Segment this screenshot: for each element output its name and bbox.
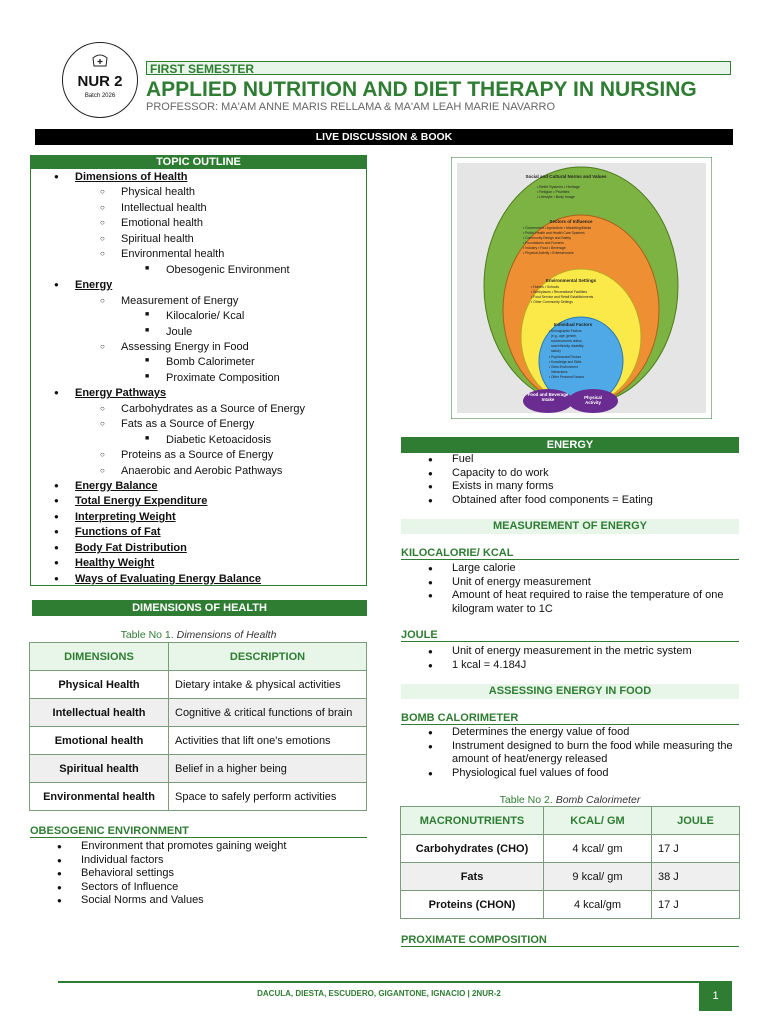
- table-cell: 17 J: [652, 891, 740, 919]
- professor-line: PROFESSOR: MA'AM ANNE MARIS RELLAMA & MA'AM LEAH MARIE NAVARRO: [146, 101, 556, 113]
- table-row: [30, 671, 367, 699]
- table-header: KCAL/ GM: [544, 807, 652, 835]
- ring2-item: • Community Design and Safety: [523, 236, 571, 240]
- outline-bullet: ○: [100, 218, 105, 228]
- outline-item: Diabetic Ketoacidosis: [166, 433, 272, 446]
- svg-text:• Other Community Settings: [531, 300, 573, 304]
- table-cell: Belief in a higher being: [169, 755, 367, 783]
- kcal-heading: KILOCALORIE/ KCAL: [401, 547, 739, 560]
- outline-item: Energy Balance: [75, 480, 158, 492]
- table2-caption: [401, 794, 739, 806]
- outline-item: Intellectual health: [121, 201, 207, 214]
- ring4-item: (e.g., age, gender,: [551, 334, 577, 338]
- ring4-item: • Psychosocial Factors: [549, 355, 582, 359]
- table-row: [30, 699, 367, 727]
- table1-caption-prefix: Table No 1.: [120, 629, 174, 641]
- outline-item: Obesogenic Environment: [166, 263, 290, 276]
- list-item: ● Large calorie: [452, 562, 742, 576]
- list-item: ● Obtained after food components = Eating: [452, 494, 653, 508]
- list-item: ● Exists in many forms: [452, 480, 653, 494]
- page-title: APPLIED NUTRITION AND DIET THERAPY IN NURSING: [146, 78, 697, 101]
- kcal-list: [452, 562, 742, 616]
- table-row: [401, 835, 740, 863]
- social-ecological-diagram: [451, 157, 712, 419]
- outline-item: Energy: [75, 279, 113, 292]
- outline-bullet: ○: [100, 187, 105, 197]
- list-item: ● Unit of energy measurement: [452, 576, 742, 590]
- food-intake-label: Food and Beverage Intake: [527, 392, 569, 402]
- ring3-item: • Workplaces • Recreational Facilities: [531, 290, 588, 294]
- outline-bullet: ●: [54, 527, 59, 537]
- outline-item: Interpreting Weight: [75, 510, 176, 523]
- svg-text:• Community Design and Safety: [523, 236, 571, 240]
- ring4-item: • Knowledge and Skills: [549, 360, 582, 364]
- ring4-item: Interactions: [551, 370, 568, 374]
- table-header: DESCRIPTION: [169, 643, 367, 671]
- table-cell: 4 kcal/ gm: [544, 835, 652, 863]
- outline-bullet: ●: [54, 481, 59, 490]
- svg-text:• Belief Systems • Heritage: [537, 185, 580, 189]
- ring3-item: • Other Community Settings: [531, 300, 573, 304]
- footer-authors: DACULA, DIESTA, ESCUDERO, GIGANTONE, IGNACIO | 2NUR-2: [257, 989, 501, 998]
- ring2-title: Sectors of Influence: [549, 219, 593, 224]
- semester-label: FIRST SEMESTER: [146, 61, 731, 75]
- ring1-item: • Lifestyle • Body Image: [537, 195, 575, 199]
- table-header: JOULE: [652, 807, 740, 835]
- ring2-item: • Public Health and Health Care Systems: [523, 231, 585, 235]
- outline-bullet: ○: [100, 249, 105, 259]
- ring1-title: Social and Cultural Norms and Values: [525, 174, 607, 179]
- outline-bullet: ○: [100, 403, 105, 413]
- outline-bullet: ○: [100, 465, 105, 475]
- outline-bullet: ●: [54, 172, 59, 181]
- table-row: [30, 755, 367, 783]
- outline-item: Body Fat Distribution: [75, 541, 187, 554]
- outline-item: Ways of Evaluating Energy Balance: [75, 572, 262, 585]
- dimensions-table: [29, 642, 367, 811]
- ring4-item: race/ethnicity, disability: [551, 344, 584, 348]
- svg-text:Environmental Settings: [546, 278, 597, 283]
- ring3-item: • Food Service and Retail Establishments: [531, 295, 594, 299]
- svg-text:Interactions: [551, 370, 568, 374]
- outline-item: Total Energy Expenditure: [75, 495, 208, 508]
- joule-heading: JOULE: [401, 629, 739, 642]
- svg-text:• Foundations and Funders: [523, 241, 564, 245]
- svg-text:Social and Cultural Norms and: [525, 174, 607, 179]
- table-cell: Fats: [401, 863, 544, 891]
- outline-bullet: ■: [145, 372, 150, 380]
- svg-text:socioeconomic status,: [551, 339, 582, 343]
- outline-bullet: ○: [100, 295, 105, 305]
- svg-text:• Religion • Priorities: [537, 190, 570, 194]
- outline-item: Measurement of Energy: [121, 294, 239, 307]
- svg-text:• Demographic Factors: [549, 329, 582, 333]
- list-item: ● Amount of heat required to raise the temperature of one kilogram water to 1C: [452, 589, 742, 616]
- table-row: [401, 891, 740, 919]
- table-cell: Activities that lift one's emotions: [169, 727, 367, 755]
- outline-bullet: ■: [145, 357, 150, 365]
- outline-bullet: ●: [54, 558, 59, 568]
- svg-text:• Other Personal Factors: [549, 375, 584, 379]
- ring3-item: • Homes • Schools: [531, 285, 560, 289]
- list-item: ● Social Norms and Values: [81, 894, 286, 908]
- svg-text:race/ethnicity, disability: [551, 344, 584, 348]
- dimensions-bar: DIMENSIONS OF HEALTH: [32, 600, 367, 616]
- ring4-item: socioeconomic status,: [551, 339, 583, 343]
- outline-bullet: ■: [145, 434, 150, 442]
- logo-text: NUR 2: [77, 73, 123, 90]
- outline-item: Dimensions of Health: [75, 171, 188, 183]
- ring4-item: • Other Personal Factors: [549, 375, 584, 379]
- list-item: ● Individual factors: [81, 854, 286, 868]
- table-cell: Emotional health: [30, 727, 169, 755]
- table-cell: Space to safely perform activities: [169, 783, 367, 811]
- outline-item: Functions of Fat: [75, 526, 161, 539]
- table-cell: Dietary intake & physical activities: [169, 671, 367, 699]
- ring1-item: • Religion • Priorities: [537, 190, 570, 194]
- proximate-composition-heading: PROXIMATE COMPOSITION: [401, 934, 739, 947]
- table1-caption-title: Dimensions of Health: [176, 629, 277, 641]
- ring4-item: • Gene-Environment: [549, 365, 578, 369]
- nurse-cap-icon: [92, 52, 108, 68]
- svg-text:Sectors of Influence: [549, 219, 593, 224]
- list-item: ● Sectors of Influence: [81, 881, 286, 895]
- logo-batch: Batch 2026: [84, 93, 116, 99]
- energy-list: [452, 453, 653, 507]
- bomb-calorimeter-table: [400, 806, 740, 919]
- measurement-bar: MEASUREMENT OF ENERGY: [401, 519, 739, 534]
- outline-item: Assessing Energy in Food: [121, 340, 249, 353]
- ring4-item: • Demographic Factors: [549, 329, 582, 333]
- table-cell: 9 kcal/ gm: [544, 863, 652, 891]
- list-item: ● 1 kcal = 4.184J: [452, 659, 692, 673]
- obesogenic-heading: OBESOGENIC ENVIRONMENT: [30, 825, 367, 838]
- svg-text:• Government • Agriculture •: [523, 226, 591, 230]
- svg-text:• Workplaces • Recreational F: [531, 290, 587, 294]
- outline-bullet: ●: [54, 542, 59, 552]
- outline-bullet: ■: [145, 311, 150, 319]
- table-cell: Spiritual health: [30, 755, 169, 783]
- obesogenic-list: [81, 840, 286, 908]
- table-row: [401, 863, 740, 891]
- svg-text:• Gene-Environment: [549, 365, 578, 369]
- list-item: ● Physiological fuel values of food: [452, 767, 742, 781]
- outline-bullet: ○: [100, 202, 105, 212]
- list-item: ● Capacity to do work: [452, 467, 653, 481]
- table2-caption-title: Bomb Calorimeter: [555, 794, 641, 806]
- outline-bullet: ○: [100, 341, 105, 351]
- svg-text:• Physical Activity • Enterta: [523, 251, 573, 255]
- svg-text:• Homes • Schools: [531, 285, 559, 289]
- outline-item: Spiritual health: [121, 232, 194, 245]
- svg-text:• Public Health and Health Car: [523, 231, 585, 235]
- table-cell: Proteins (CHON): [401, 891, 544, 919]
- outline-bullet: ○: [100, 233, 105, 243]
- ring2-item: • Foundations and Funders: [523, 241, 564, 245]
- energy-bar: ENERGY: [401, 437, 739, 453]
- outline-item: Energy Pathways: [75, 387, 167, 400]
- bomb-list: [452, 726, 742, 780]
- outline-bullet: ○: [100, 419, 105, 429]
- list-item: ● Environment that promotes gaining weight: [81, 840, 286, 854]
- assessing-bar: ASSESSING ENERGY IN FOOD: [401, 684, 739, 699]
- svg-text:• Industry • Food • Beverage: [523, 246, 566, 250]
- outline-bullet: ●: [54, 511, 59, 521]
- outline-item: Fats as a Source of Energy: [121, 418, 255, 431]
- table-cell: Cognitive & critical functions of brain: [169, 699, 367, 727]
- table-cell: 38 J: [652, 863, 740, 891]
- outline-item: Proteins as a Source of Energy: [121, 449, 274, 462]
- live-discussion-bar: LIVE DISCUSSION & BOOK: [35, 129, 733, 145]
- bomb-calorimeter-heading: BOMB CALORIMETER: [401, 712, 739, 725]
- table-cell: 4 kcal/gm: [544, 891, 652, 919]
- ring4-item: status): [551, 349, 561, 353]
- list-item: ● Fuel: [452, 453, 653, 467]
- svg-text:• Lifestyle • Body Image: [537, 195, 575, 199]
- svg-text:• Psychosocial Factors: [549, 355, 582, 359]
- table-cell: 17 J: [652, 835, 740, 863]
- outline-bullet: ■: [145, 326, 150, 334]
- ring3-title: Environmental Settings: [545, 278, 597, 283]
- outline-item: Carbohydrates as a Source of Energy: [121, 402, 306, 415]
- outline-bullet: ●: [54, 280, 59, 290]
- ring2-item: • Physical Activity • Entertainment: [523, 251, 574, 255]
- table2-caption-prefix: Table No 2.: [499, 794, 553, 806]
- outline-item: Environmental health: [121, 248, 225, 261]
- topic-outline-title: TOPIC OUTLINE: [30, 155, 367, 169]
- outline-item: Emotional health: [121, 217, 203, 230]
- svg-text:status): [551, 349, 561, 353]
- svg-text:Individual Factors: [554, 322, 593, 327]
- list-item: ● Determines the energy value of food: [452, 726, 742, 740]
- outline-bullet: ○: [100, 450, 105, 460]
- table-row: [30, 727, 367, 755]
- svg-text:• Knowledge and Skills: [549, 360, 582, 364]
- table-cell: Environmental health: [30, 783, 169, 811]
- outline-item: Anaerobic and Aerobic Pathways: [121, 464, 283, 477]
- svg-text:(e.g., age, gender,: [551, 334, 577, 338]
- ring4-title: Individual Factors: [553, 322, 593, 327]
- outline-item: Healthy Weight: [75, 557, 155, 570]
- list-item: ● Behavioral settings: [81, 867, 286, 881]
- table-row: [30, 783, 367, 811]
- outline-bullet: ■: [145, 264, 150, 272]
- outline-bullet: ●: [54, 496, 59, 506]
- table-header: DIMENSIONS: [30, 643, 169, 671]
- outline-bullet: ●: [54, 573, 59, 583]
- physical-activity-label: Physical Activity: [584, 395, 602, 405]
- svg-text:• Food Service and Retail Esta: [531, 295, 594, 299]
- outline-item: Bomb Calorimeter: [166, 356, 255, 369]
- list-item: ● Unit of energy measurement in the metric system: [452, 645, 692, 659]
- outline-bullet: ●: [54, 388, 59, 398]
- outline-item: Kilocalorie/ Kcal: [166, 310, 245, 323]
- page-number: 1: [699, 981, 732, 1011]
- joule-list: [452, 645, 692, 672]
- outline-item: Proximate Composition: [166, 371, 280, 384]
- table-cell: Physical Health: [30, 671, 169, 699]
- table-header: MACRONUTRIENTS: [401, 807, 544, 835]
- outline-item: Joule: [166, 325, 193, 338]
- outline-item: Physical health: [121, 186, 195, 199]
- table-cell: Carbohydrates (CHO): [401, 835, 544, 863]
- table-cell: Intellectual health: [30, 699, 169, 727]
- ring1-item: • Belief Systems • Heritage: [537, 185, 580, 189]
- ring2-item: • Industry • Food • Beverage: [523, 246, 566, 250]
- nur2-logo: [62, 42, 138, 118]
- footer-divider: [58, 981, 700, 983]
- ring2-item: • Government • Agriculture • Marketing/Media: [523, 226, 592, 230]
- table1-caption: [30, 629, 367, 641]
- list-item: ● Instrument designed to burn the food while measuring the amount of heat/energy released: [452, 740, 742, 767]
